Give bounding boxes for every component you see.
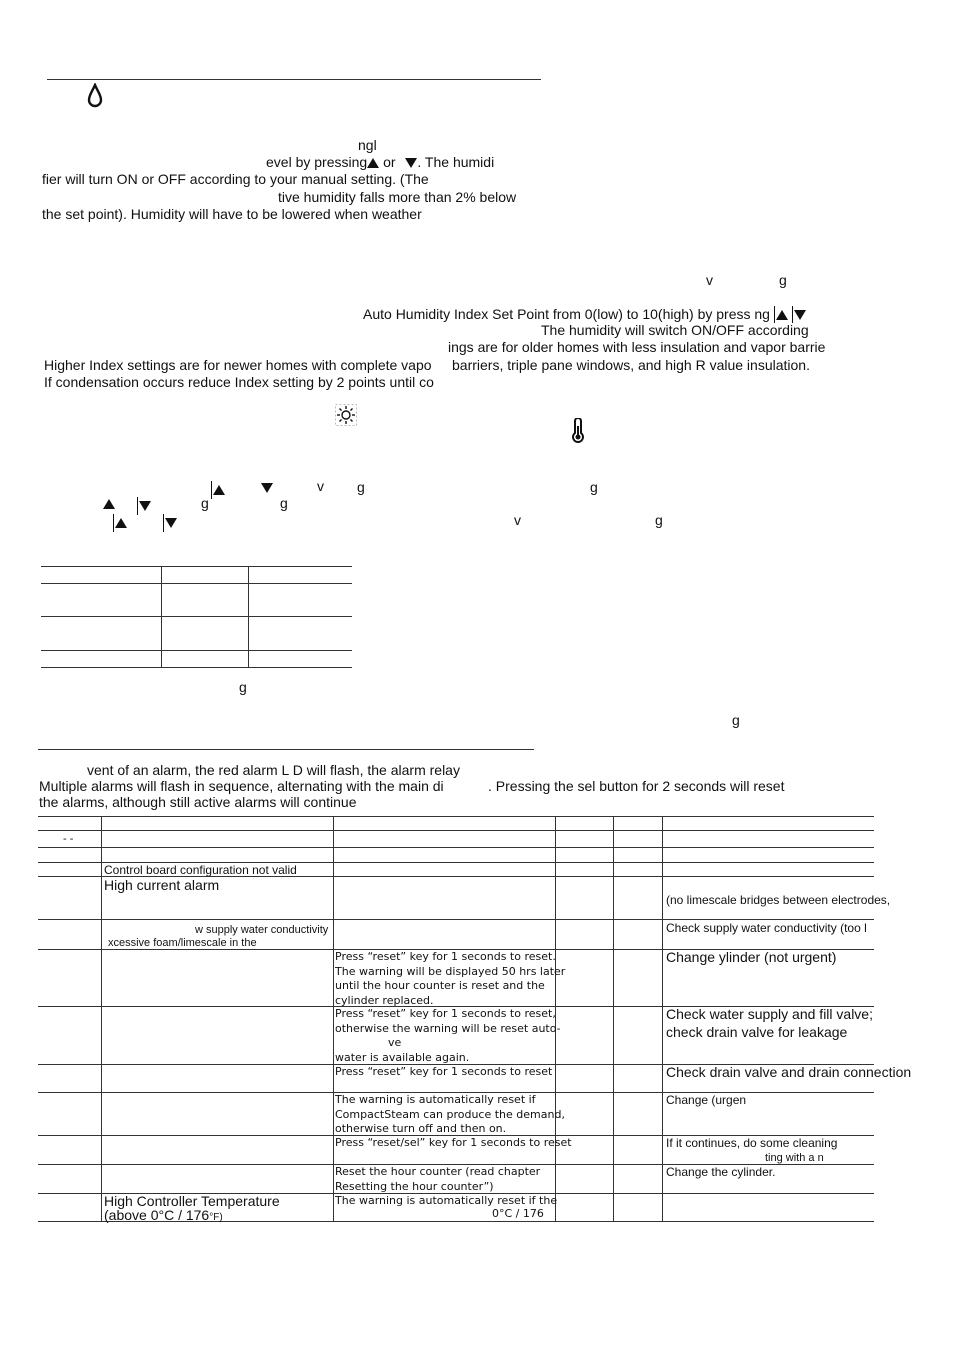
alarm-solution: Change (urgen <box>666 1093 747 1107</box>
up-arrow-icon <box>113 514 127 532</box>
up-arrow-icon <box>211 481 225 499</box>
alarm-intro-line-2a: Multiple alarms will flash in sequence, alternating with the main di <box>39 778 444 794</box>
alarm-solution: (no limescale bridges between electrodes, <box>666 893 891 907</box>
alarm-solution: Check supply water conductivity (too l <box>666 921 867 935</box>
alarm-solution: Check water supply and fill valve; <box>666 1006 873 1022</box>
alarm-description: xcessive foam/limescale in the <box>108 937 257 949</box>
alarm-reset-info: Reset the hour counter (read chapter Resetting the hour counter”) <box>335 1165 541 1193</box>
alarm-code: - - <box>63 833 74 845</box>
manual-line-4: tive humidity falls more than 2% below <box>278 189 517 205</box>
frag-g-2: g <box>590 479 598 495</box>
top-rule <box>47 79 541 80</box>
alarm-reset-info: The warning is automatically reset if CompactSteam can produce the demand, otherwise turn off and then on. <box>335 1093 565 1135</box>
down-arrow-icon <box>794 310 806 320</box>
down-arrow-icon <box>137 497 151 515</box>
down-arrow-icon <box>405 158 417 168</box>
alarm-description: High Controller Temperature <box>104 1193 280 1209</box>
up-arrow-icon <box>776 310 788 320</box>
manual-line-5: the set point). Humidity will have to be lowered when weather <box>42 206 422 222</box>
alarm-reset-info: Press “reset/sel” key for 1 seconds to reset <box>335 1136 572 1149</box>
frag-g-3: g <box>201 495 209 511</box>
frag-v-2: v <box>514 512 521 528</box>
alarm-reset-info: The warning is automatically reset if the <box>335 1194 558 1207</box>
up-arrow-icon <box>103 499 115 509</box>
alarm-section-rule <box>38 749 534 750</box>
sun-icon <box>335 404 357 426</box>
auto-line-4: ings are for older homes with less insulation and vapor barrie <box>448 339 826 355</box>
manual-line-2: evel by pressing or . The humidi <box>266 154 495 170</box>
manual-line-3: fier will turn ON or OFF according to your manual setting. (The <box>42 171 429 187</box>
drop-icon <box>86 83 104 109</box>
auto-frag-v: v <box>706 272 713 288</box>
auto-line-3: The humidity will switch ON/OFF according <box>541 322 809 338</box>
auto-line-2: Auto Humidity Index Set Point from 0(low) to 10(high) by press ng <box>363 306 806 323</box>
thermometer-icon <box>570 418 586 444</box>
auto-line-6: If condensation occurs reduce Index setting by 2 points until co <box>44 374 434 390</box>
alarm-solution: Change ylinder (not urgent) <box>666 949 837 965</box>
auto-frag-g: g <box>779 272 787 288</box>
frag-g-7: g <box>732 712 740 728</box>
auto-line-5a: Higher Index settings are for newer homes with complete vapo <box>44 357 432 373</box>
alarm-solution: ting with a n <box>765 1152 824 1164</box>
auto-line-5b: barriers, triple pane windows, and high R value insulation. <box>452 357 810 373</box>
alarm-description: (above 0°C / 176°F) <box>104 1207 223 1223</box>
down-arrow-icon <box>261 483 273 493</box>
alarm-description: w supply water conductivity <box>195 924 329 936</box>
alarm-reset-info: Press “reset” key for 1 seconds to reset <box>335 1065 553 1078</box>
alarm-intro-line-2b: . Pressing the sel button for 2 seconds will reset <box>488 778 785 794</box>
alarm-intro-line-1: vent of an alarm, the red alarm L D will flash, the alarm relay <box>87 762 460 778</box>
frag-v-1: v <box>317 478 324 494</box>
alarm-intro-line-3: the alarms, although still active alarms will continue <box>39 794 357 810</box>
frag-g-4: g <box>280 495 288 511</box>
up-arrow-icon <box>367 158 379 168</box>
alarm-description: Control board configuration not valid <box>104 863 297 877</box>
alarm-solution: check drain valve for leakage <box>666 1024 848 1040</box>
alarm-reset-info: Press “reset” key for 1 seconds to reset, otherwise the warning will be reset auto- ve water is available again. <box>335 1007 561 1064</box>
alarm-solution: Change the cylinder. <box>666 1165 776 1179</box>
frag-g-5: g <box>655 512 663 528</box>
frag-g-1: g <box>357 479 365 495</box>
alarm-solution: If it continues, do some cleaning <box>666 1136 838 1150</box>
alarm-reset-info: Press “reset” key for 1 seconds to reset. The warning will be displayed 50 hrs later until the hour counter is reset and the cylinder replaced. <box>335 950 566 1007</box>
manual-line-1: ngl <box>358 137 377 153</box>
alarm-solution: Check drain valve and drain connection <box>666 1064 912 1080</box>
alarm-description: High current alarm <box>104 877 220 893</box>
frag-g-6: g <box>239 679 247 695</box>
alarm-reset-info: 0°C / 176 <box>492 1207 544 1220</box>
down-arrow-icon <box>163 514 177 532</box>
